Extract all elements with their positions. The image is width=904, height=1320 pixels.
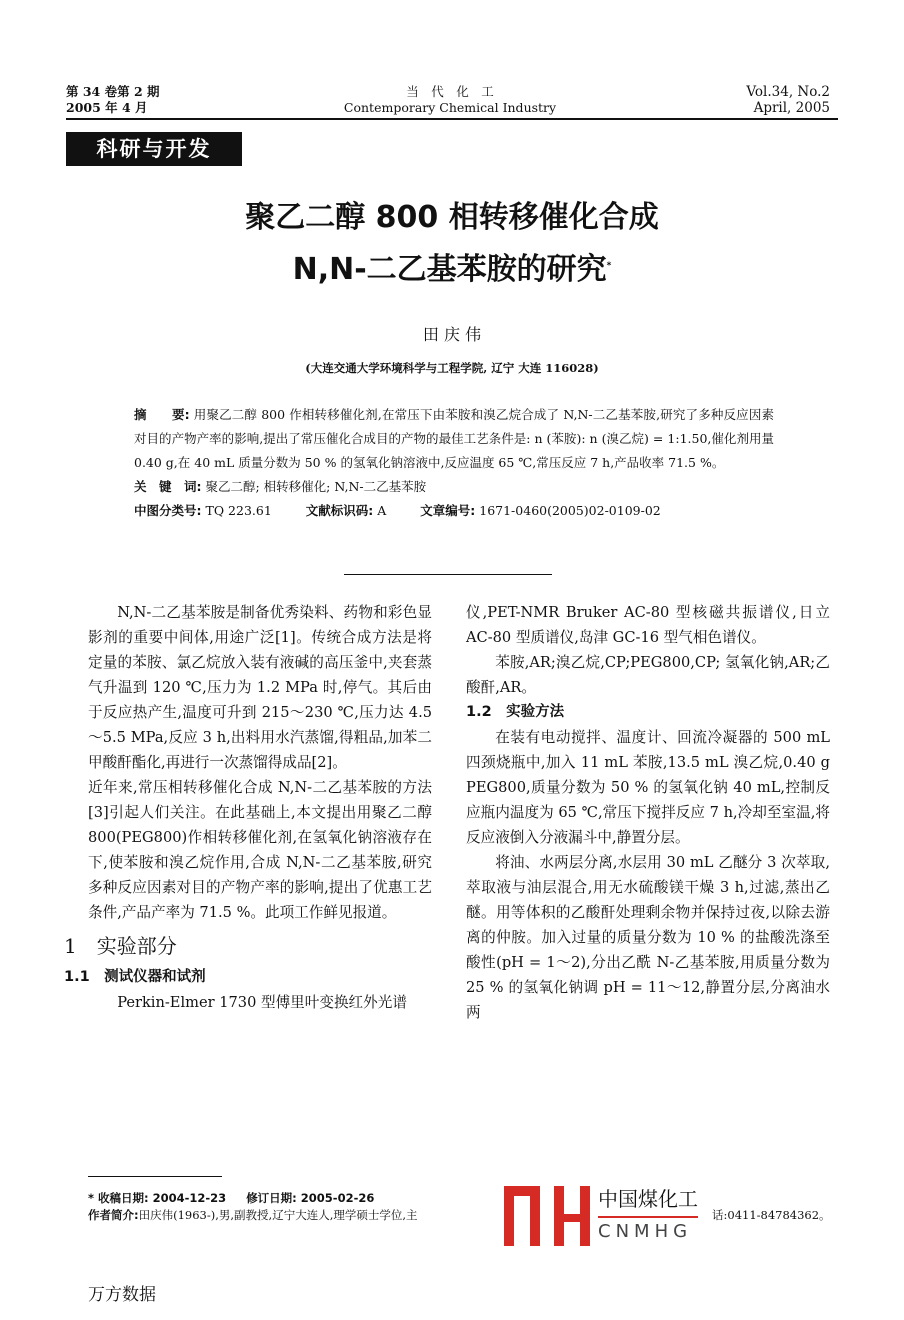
title-line1: 聚乙二醇 800 相转移催化合成: [245, 200, 659, 235]
journal-name: [300, 84, 600, 116]
method-paragraph-2: 将油、水两层分离,水层用 30 mL 乙醚分 3 次萃取,萃取液与油层混合,用无水硫酸镁干燥 3 h,过滤,蒸出乙醚。用等体积的乙酸酐处理剩余物并保持过夜,以除去游离的仲胺。加入过量的质量分数为 10 % 的盐酸洗涤至酸性(pH = 1～2),分出乙酰 N-乙基苯胺,用质量分数为 25 % 的氢氧化钠调 pH = 11～12,静置分层,分离油水两: [466, 854, 830, 1021]
logo-rule: [598, 1216, 698, 1218]
phone-tail: 话:0411-84784362。: [712, 1208, 831, 1222]
intro-paragraph-1: N,N-二乙基苯胺是制备优秀染料、药物和彩色显影剂的重要中间体,用途广泛[1]。传统合成方法是将定量的苯胺、氯乙烷放入装有液碱的高压釜中,夹套蒸气升温到 120 ℃,压力为 1.2 MPa 时,停气。其后由于反应热产生,温度可升到 215～230 ℃,压力达 4.5～5.5 MPa,反应 3 h,出料用水汽蒸馏,得粗品,加苯二甲酸酐酯化,再进行一次蒸馏得成品[2]。: [88, 604, 432, 771]
keywords-text: 聚乙二醇; 相转移催化; N,N-二乙基苯胺: [205, 479, 427, 494]
affiliation: (大连交通大学环境科学与工程学院, 辽宁 大连 116028): [305, 361, 599, 375]
title-line2: [0, 246, 904, 290]
footnote-rule: [88, 1176, 222, 1177]
doc-code-label: 文献标识码:: [305, 503, 374, 518]
title-text: N,N-二乙基苯胺的研究: [292, 252, 607, 287]
footer-source: 万方数据: [88, 1285, 156, 1305]
journal-name-cn: 当 代 化 工: [406, 84, 494, 99]
bio-text: 田庆伟(1963-),男,副教授,辽宁大连人,理学硕士学位,主: [138, 1208, 418, 1222]
instruments-paragraph: Perkin-Elmer 1730 型傅里叶变换红外光谱: [117, 994, 407, 1011]
abstract-label: 摘 要:: [134, 407, 190, 422]
article-number-label: 文章编号:: [420, 503, 476, 518]
subsection-heading-1-1: 1.1 测试仪器和试剂: [64, 969, 206, 985]
abstract: [134, 403, 774, 523]
section-heading-1: 1 实验部分: [64, 934, 177, 958]
header-rule: [66, 118, 838, 120]
revised-date: 修订日期: 2005-02-26: [246, 1191, 375, 1205]
issue-volume: 第 34 卷第 2 期: [66, 84, 160, 99]
title-footnote-mark: *: [606, 261, 612, 271]
journal-issue: [66, 84, 160, 116]
keywords: [134, 475, 774, 499]
footnote: [88, 1190, 488, 1224]
logo-cn-text: 中国煤化工: [598, 1187, 698, 1211]
classification: [134, 499, 774, 523]
subsection-heading-1-2: 1.2 实验方法: [466, 704, 565, 720]
instruments-continued: 仪,PET-NMR Bruker AC-80 型核磁共振谱仪,日立 AC-80 型质谱仪,岛津 GC-16 型气相色谱仪。: [466, 604, 830, 646]
logo-en-text: CNMHG: [598, 1221, 693, 1242]
section-label: 科研与开发: [66, 132, 242, 166]
article-number-value: 1671-0460(2005)02-0109-02: [479, 503, 661, 518]
issue-date: 2005 年 4 月: [66, 100, 148, 115]
abstract-body: [134, 403, 774, 475]
doc-code-value: A: [377, 503, 387, 518]
journal-name-en: Contemporary Chemical Industry: [343, 100, 557, 115]
abstract-text: 用聚乙二醇 800 作相转移催化剂,在常压下由苯胺和溴乙烷合成了 N,N-二乙基苯胺,研究了多种反应因素对目的产物产率的影响,提出了常压催化合成目的产物的最佳工艺条件是: n (苯胺): n (溴乙烷) = 1:1.50,催化剂用量 0.40 g,在 40 mL 质量分数为 50 % 的氢氧化钠溶液中,反应温度 65 ℃,常压反应 7 h,产品收率 71.5 %。: [134, 407, 774, 470]
watermark-logo: [500, 1184, 700, 1248]
date-en: April, 2005: [753, 100, 830, 116]
cnmhg-logo-icon: [500, 1184, 595, 1248]
author: 田 庆 伟: [422, 325, 482, 344]
intro-paragraph-2: 近年来,常压相转移催化合成 N,N-二乙基苯胺的方法[3]引起人们关注。在此基础上,本文提出用聚乙二醇 800(PEG800)作相转移催化剂,在氢氧化钠溶液存在下,使苯胺和溴乙烷作用,合成 N,N-二乙基苯胺,研究多种反应因素对目的产物产率的影响,提出了优惠工艺条件,产品产率为 71.5 %。此项工作鲜见报道。: [88, 779, 432, 921]
volume-en: Vol.34, No.2: [746, 84, 830, 100]
method-paragraph-1: 在装有电动搅拌、温度计、回流冷凝器的 500 mL 四颈烧瓶中,加入 11 mL 苯胺,13.5 mL 溴乙烷,0.40 g PEG800,质量分数为 50 % 的氢氧化钠 40 mL,控制反应瓶内温度为 65 ℃,常压下搅拌反应 7 h,冷却至室温,将反应液倒入分液漏斗中,静置分层。: [466, 729, 830, 846]
right-column: [466, 600, 830, 1025]
keywords-label: 关 键 词:: [134, 479, 202, 494]
clc-label: 中图分类号:: [134, 503, 202, 518]
reagents-paragraph: 苯胺,AR;溴乙烷,CP;PEG800,CP; 氢氧化钠,AR;乙酸酐,AR。: [466, 654, 830, 696]
clc-value: TQ 223.61: [205, 503, 272, 518]
received-date: * 收稿日期: 2004-12-23: [88, 1191, 227, 1205]
left-column: [64, 600, 432, 1015]
journal-volume-en: [746, 84, 830, 116]
bio-label: 作者简介:: [88, 1208, 139, 1222]
abstract-rule: [344, 574, 552, 575]
